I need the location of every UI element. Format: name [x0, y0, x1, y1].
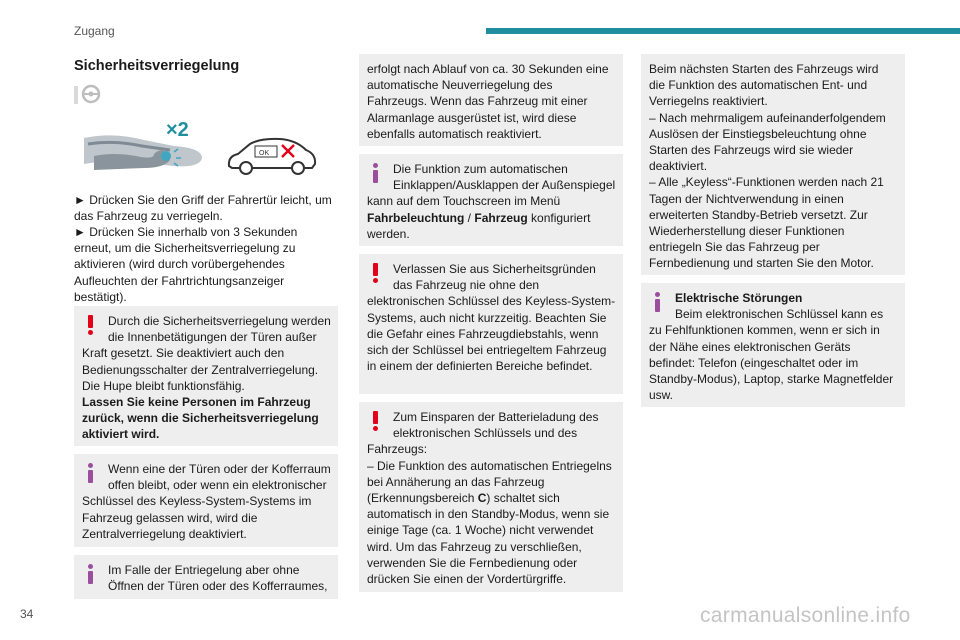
- continuation-box: [359, 54, 623, 146]
- continuation-text: Beim nächsten Starten des Fahrzeugs wird die Funktion des automatischen Ent- und Verriegelns reaktiviert.: [649, 62, 879, 109]
- info-box-mirrors: [359, 154, 623, 246]
- warning-bold-text: Lassen Sie keine Personen im Fahrzeug zurück, wenn die Sicherheitsverriegelung aktiviert wird.: [82, 395, 319, 442]
- continuation-text: – Nach mehrmaligem aufeinanderfolgendem Auslösen der Einstiegsbeleuchtung ohne Starten des Fahrzeugs wird sie wieder deaktiviert.: [649, 110, 886, 174]
- continuation-box-keyless: [641, 54, 905, 275]
- page-number: 34: [20, 607, 34, 621]
- info-icon: [84, 463, 98, 483]
- watermark: carmanualsonline.info: [700, 604, 911, 627]
- warning-box-battery: Zum Einsparen der Batterieladung des elektronischen Schlüssels und des Fahrzeugs: – Die Funktion des automatischen Entriegelns bei Annäherung an das Fahrzeug (Erkennungsbereich C) schaltet sich automatisch in den Standby-Modus, wenn sie einige Tage (ca. 1 Woche) nicht verwendet wird. Um das Fahrzeug zu verschließen, verwenden Sie die Fernbedienung oder drücken Sie einen der Vordertürgriffe.: [359, 402, 623, 592]
- menu-fahrbeleuchtung: Fahrbeleuchtung: [367, 210, 465, 225]
- info-box-electrical: [641, 283, 905, 407]
- warning-box-key: [359, 254, 623, 394]
- multiplier-label: ×2: [166, 119, 189, 141]
- info-box-doors-open: [74, 454, 338, 547]
- instruction-press: ► Drücken Sie den Griff der Fahrertür leicht, um das Fahrzeug zu verriegeln.: [74, 193, 332, 224]
- warning-text: Verlassen Sie aus Sicherheitsgründen das Fahrzeug nie ohne den elektronischen Schlüssel des Keyless-System-Systems, auch nicht kurzzeitig. Beachten Sie die Gefahr eines Fahrzeugdiebstahls, wenn sich der Schlüssel bei entriegeltem Fahrzeug in einem der definierten Bereiche befindet.: [367, 262, 616, 374]
- car-lock-illustration: [224, 134, 319, 176]
- warning-icon: [369, 411, 383, 431]
- warning-icon: [84, 315, 98, 335]
- warning-text: Durch die Sicherheitsverriegelung werden die Innenbetätigungen der Türen außer Kraft gesetzt. Sie deaktiviert auch den Bedienungsschalter der Zentralverriegelung. Die Hupe bleibt funktionsfähig.: [82, 314, 331, 393]
- header-accent-bar: [486, 28, 960, 34]
- menu-fahrzeug: Fahrzeug: [474, 210, 528, 225]
- info-text: Beim elektronischen Schlüssel kann es zu Fehlfunktionen kommen, wenn er sich in der Nähe eines elektronischen Geräts befindet: Telefon (eingeschaltet oder im Standby-Modus), Laptop, starke Magnetfelder usw.: [649, 307, 894, 403]
- warning-text: Zum Einsparen der Batterieladung des elektronischen Schlüssels und des Fahrzeugs:: [367, 410, 599, 457]
- info-text: Die Funktion zum automatischen Einklappen/Ausklappen der Außenspiegel kann auf dem Touchscreen im Menü Fahrbeleuchtung / Fahrzeug konfiguriert werden.: [367, 162, 616, 241]
- info-title: Elektrische Störungen: [675, 291, 803, 305]
- info-text: Wenn eine der Türen oder der Kofferraum offen bleibt, oder wenn ein elektronischer Schlüssel des Keyless-System-Systems im Fahrzeug gelassen wird, wird die Zentralverriegelung deaktiviert.: [82, 462, 331, 541]
- info-icon: [84, 564, 98, 584]
- steering-wheel-icon: [74, 84, 104, 106]
- info-text: Im Falle der Entriegelung aber ohne Öffnen der Türen oder des Kofferraumes,: [108, 563, 328, 594]
- instruction-press-again: ► Drücken Sie innerhalb von 3 Sekunden erneut, um die Sicherheitsverriegelung zu aktivieren (wird durch vorübergehendes Aufleuchten der Fahrtrichtungsanzeiger bestätigt).: [74, 225, 298, 304]
- door-handle-press-illustration: [74, 118, 206, 176]
- chapter-label: Zugang: [74, 24, 115, 38]
- warning-box-deadlock: [74, 306, 338, 446]
- info-icon: [651, 292, 665, 312]
- continuation-text: – Alle „Keyless“-Funktionen werden nach 21 Tagen der Nichtverwendung in einen erweiterten Standby-Betrieb versetzt. Zur Wiederherstellung dieser Funktionen entriegeln Sie das Fahrzeug per Fernbedienung und starten Sie den Motor.: [649, 175, 884, 271]
- warning-icon: [369, 263, 383, 283]
- info-box-unlock: [74, 555, 338, 599]
- info-icon: [369, 163, 383, 183]
- zone-c-label: C: [477, 491, 487, 506]
- continuation-text: erfolgt nach Ablauf von ca. 30 Sekunden eine automatische Neuverriegelung des Fahrzeugs. Wenn das Fahrzeug mit einer Alarmanlage ausgerüstet ist, wird diese ebenfalls automatisch reaktiviert.: [367, 62, 609, 141]
- ok-label: OK: [259, 150, 270, 157]
- section-title: Sicherheitsverriegelung: [74, 58, 240, 74]
